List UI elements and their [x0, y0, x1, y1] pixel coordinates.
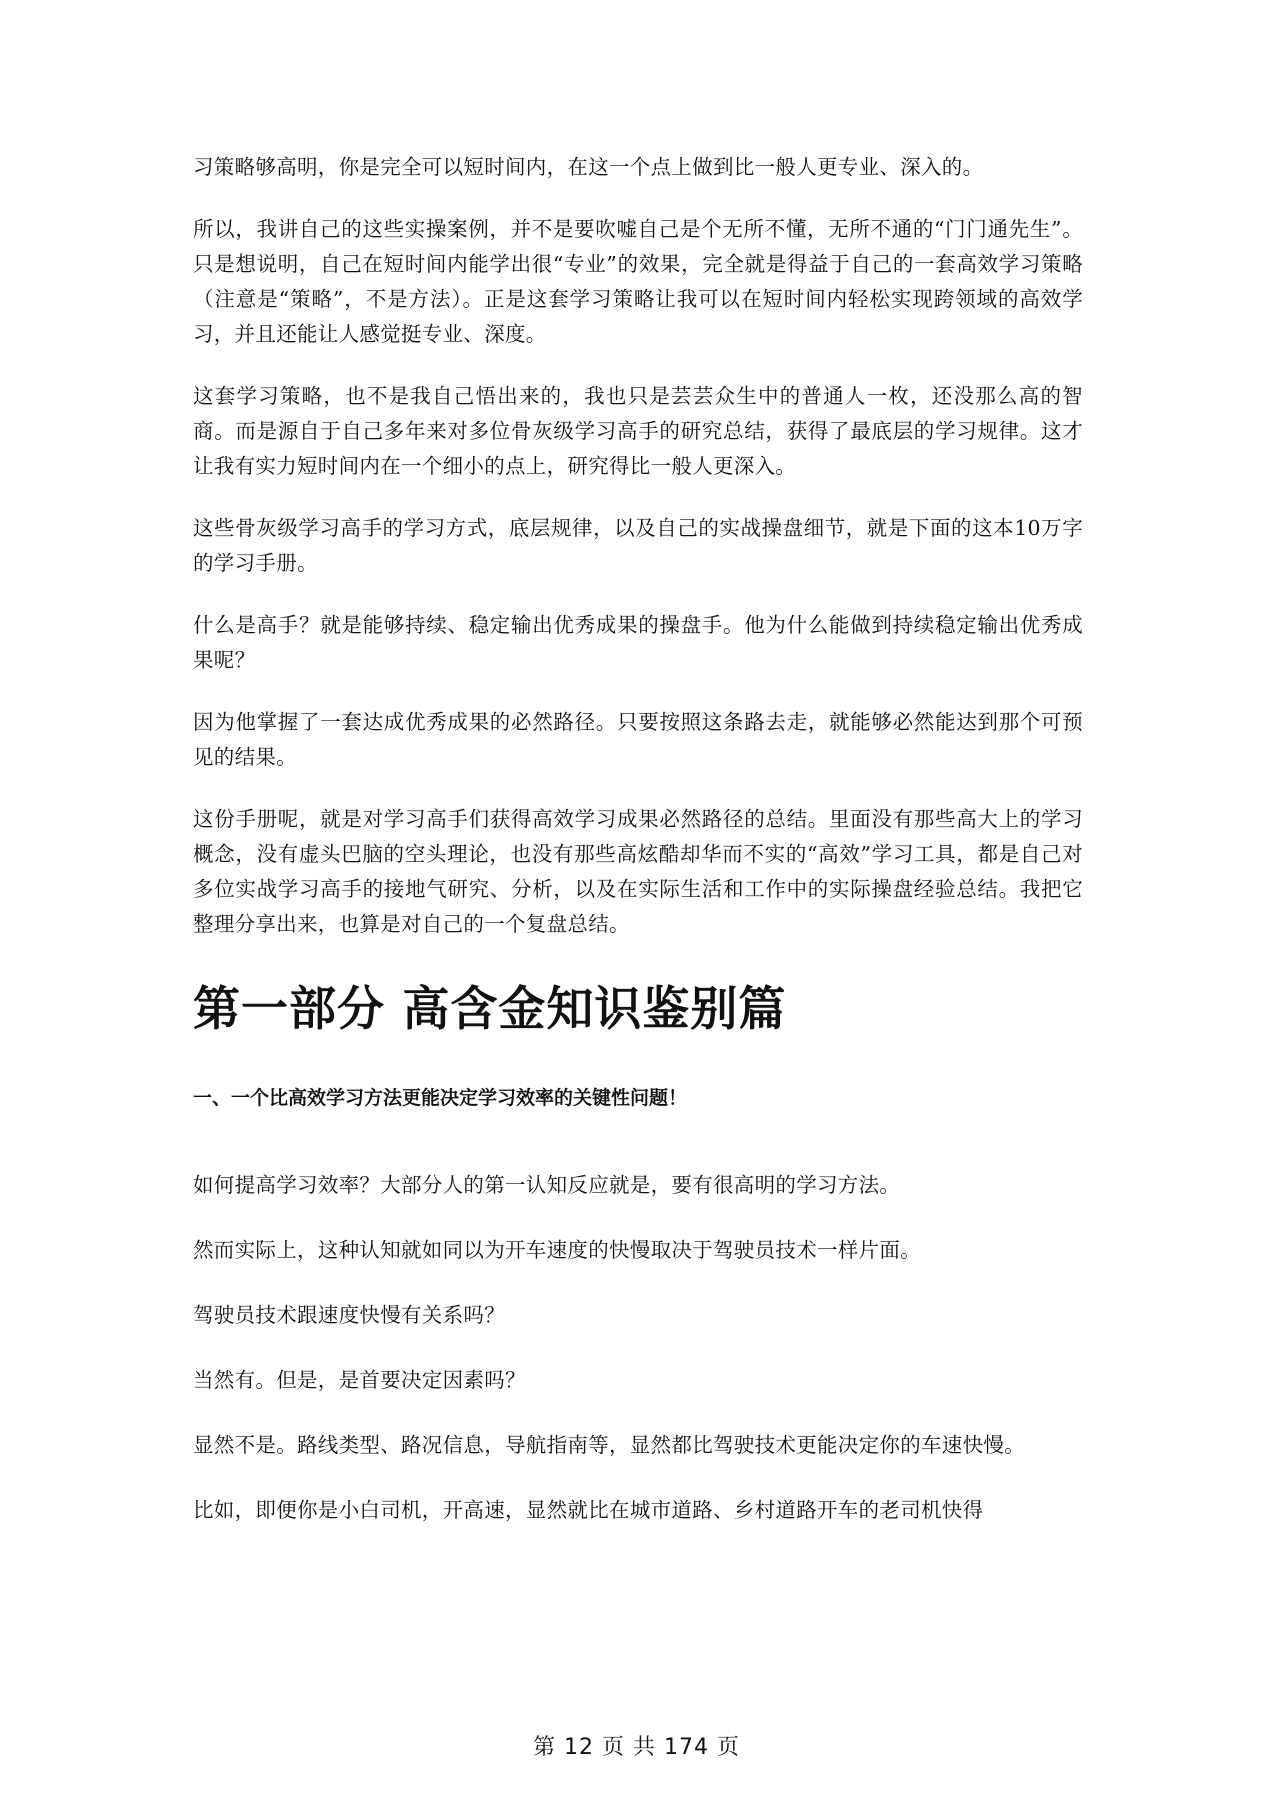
paragraph: 什么是高手？就是能够持续、稳定输出优秀成果的操盘手。他为什么能做到持续稳定输出优秀成果呢？ [193, 613, 1083, 672]
paragraph: 这些骨灰级学习高手的学习方式，底层规律，以及自己的实战操盘细节，就是下面的这本10万字的学习手册。 [193, 516, 1083, 575]
paragraph: 所以，我讲自己的这些实操案例，并不是要吹嘘自己是个无所不懂，无所不通的“门门通先生”。只是想说明，自己在短时间内能学出很“专业”的效果，完全就是得益于自己的一套高效学习策略（注意是“策略”，不是方法）。正是这套学习策略让我可以在短时间内轻松实现跨领域的高效学习，并且还能让人感觉挺专业、深度。 [193, 217, 1083, 346]
paragraph: 习策略够高明，你是完全可以短时间内，在这一个点上做到比一般人更专业、深入的。 [193, 155, 984, 179]
paragraph: 当然有。但是，是首要决定因素吗？ [193, 1368, 526, 1392]
paragraph: 显然不是。路线类型、路况信息，导航指南等，显然都比驾驶技术更能决定你的车速快慢。 [193, 1433, 1025, 1457]
paragraph: 比如，即便你是小白司机，开高速，显然就比在城市道路、乡村道路开车的老司机快得 [193, 1498, 984, 1522]
section-heading: 一、一个比高效学习方法更能决定学习效率的关键性问题！ [193, 1087, 688, 1109]
paragraph: 如何提高学习效率？大部分人的第一认知反应就是，要有很高明的学习方法。 [193, 1173, 901, 1197]
paragraph: 驾驶员技术跟速度快慢有关系吗？ [193, 1303, 505, 1327]
paragraph: 这份手册呢，就是对学习高手们获得高效学习成果必然路径的总结。里面没有那些高大上的学习概念，没有虚头巴脑的空头理论，也没有那些高炫酷却华而不实的“高效”学习工具，都是自己对多位实战学习高手的接地气研究、分析，以及在实际生活和工作中的实际操盘经验总结。我把它整理分享出来，也算是对自己的一个复盘总结。 [193, 807, 1083, 936]
page-number-footer: 第 12 页 共 174 页 [533, 1735, 740, 1760]
paragraph: 然而实际上，这种认知就如同以为开车速度的快慢取决于驾驶员技术一样片面。 [193, 1238, 921, 1262]
page-content [193, 150, 1083, 1558]
paragraph: 这套学习策略，也不是我自己悟出来的，我也只是芸芸众生中的普通人一枚，还没那么高的智商。而是源自于自己多年来对多位骨灰级学习高手的研究总结，获得了最底层的学习规律。这才让我有实力短时间内在一个细小的点上，研究得比一般人更深入。 [193, 384, 1083, 478]
paragraph: 因为他掌握了一套达成优秀成果的必然路径。只要按照这条路去走，就能够必然能达到那个可预见的结果。 [193, 710, 1083, 769]
part-title: 第一部分 高含金知识鉴别篇 [193, 982, 787, 1037]
section-body [193, 1168, 1083, 1528]
